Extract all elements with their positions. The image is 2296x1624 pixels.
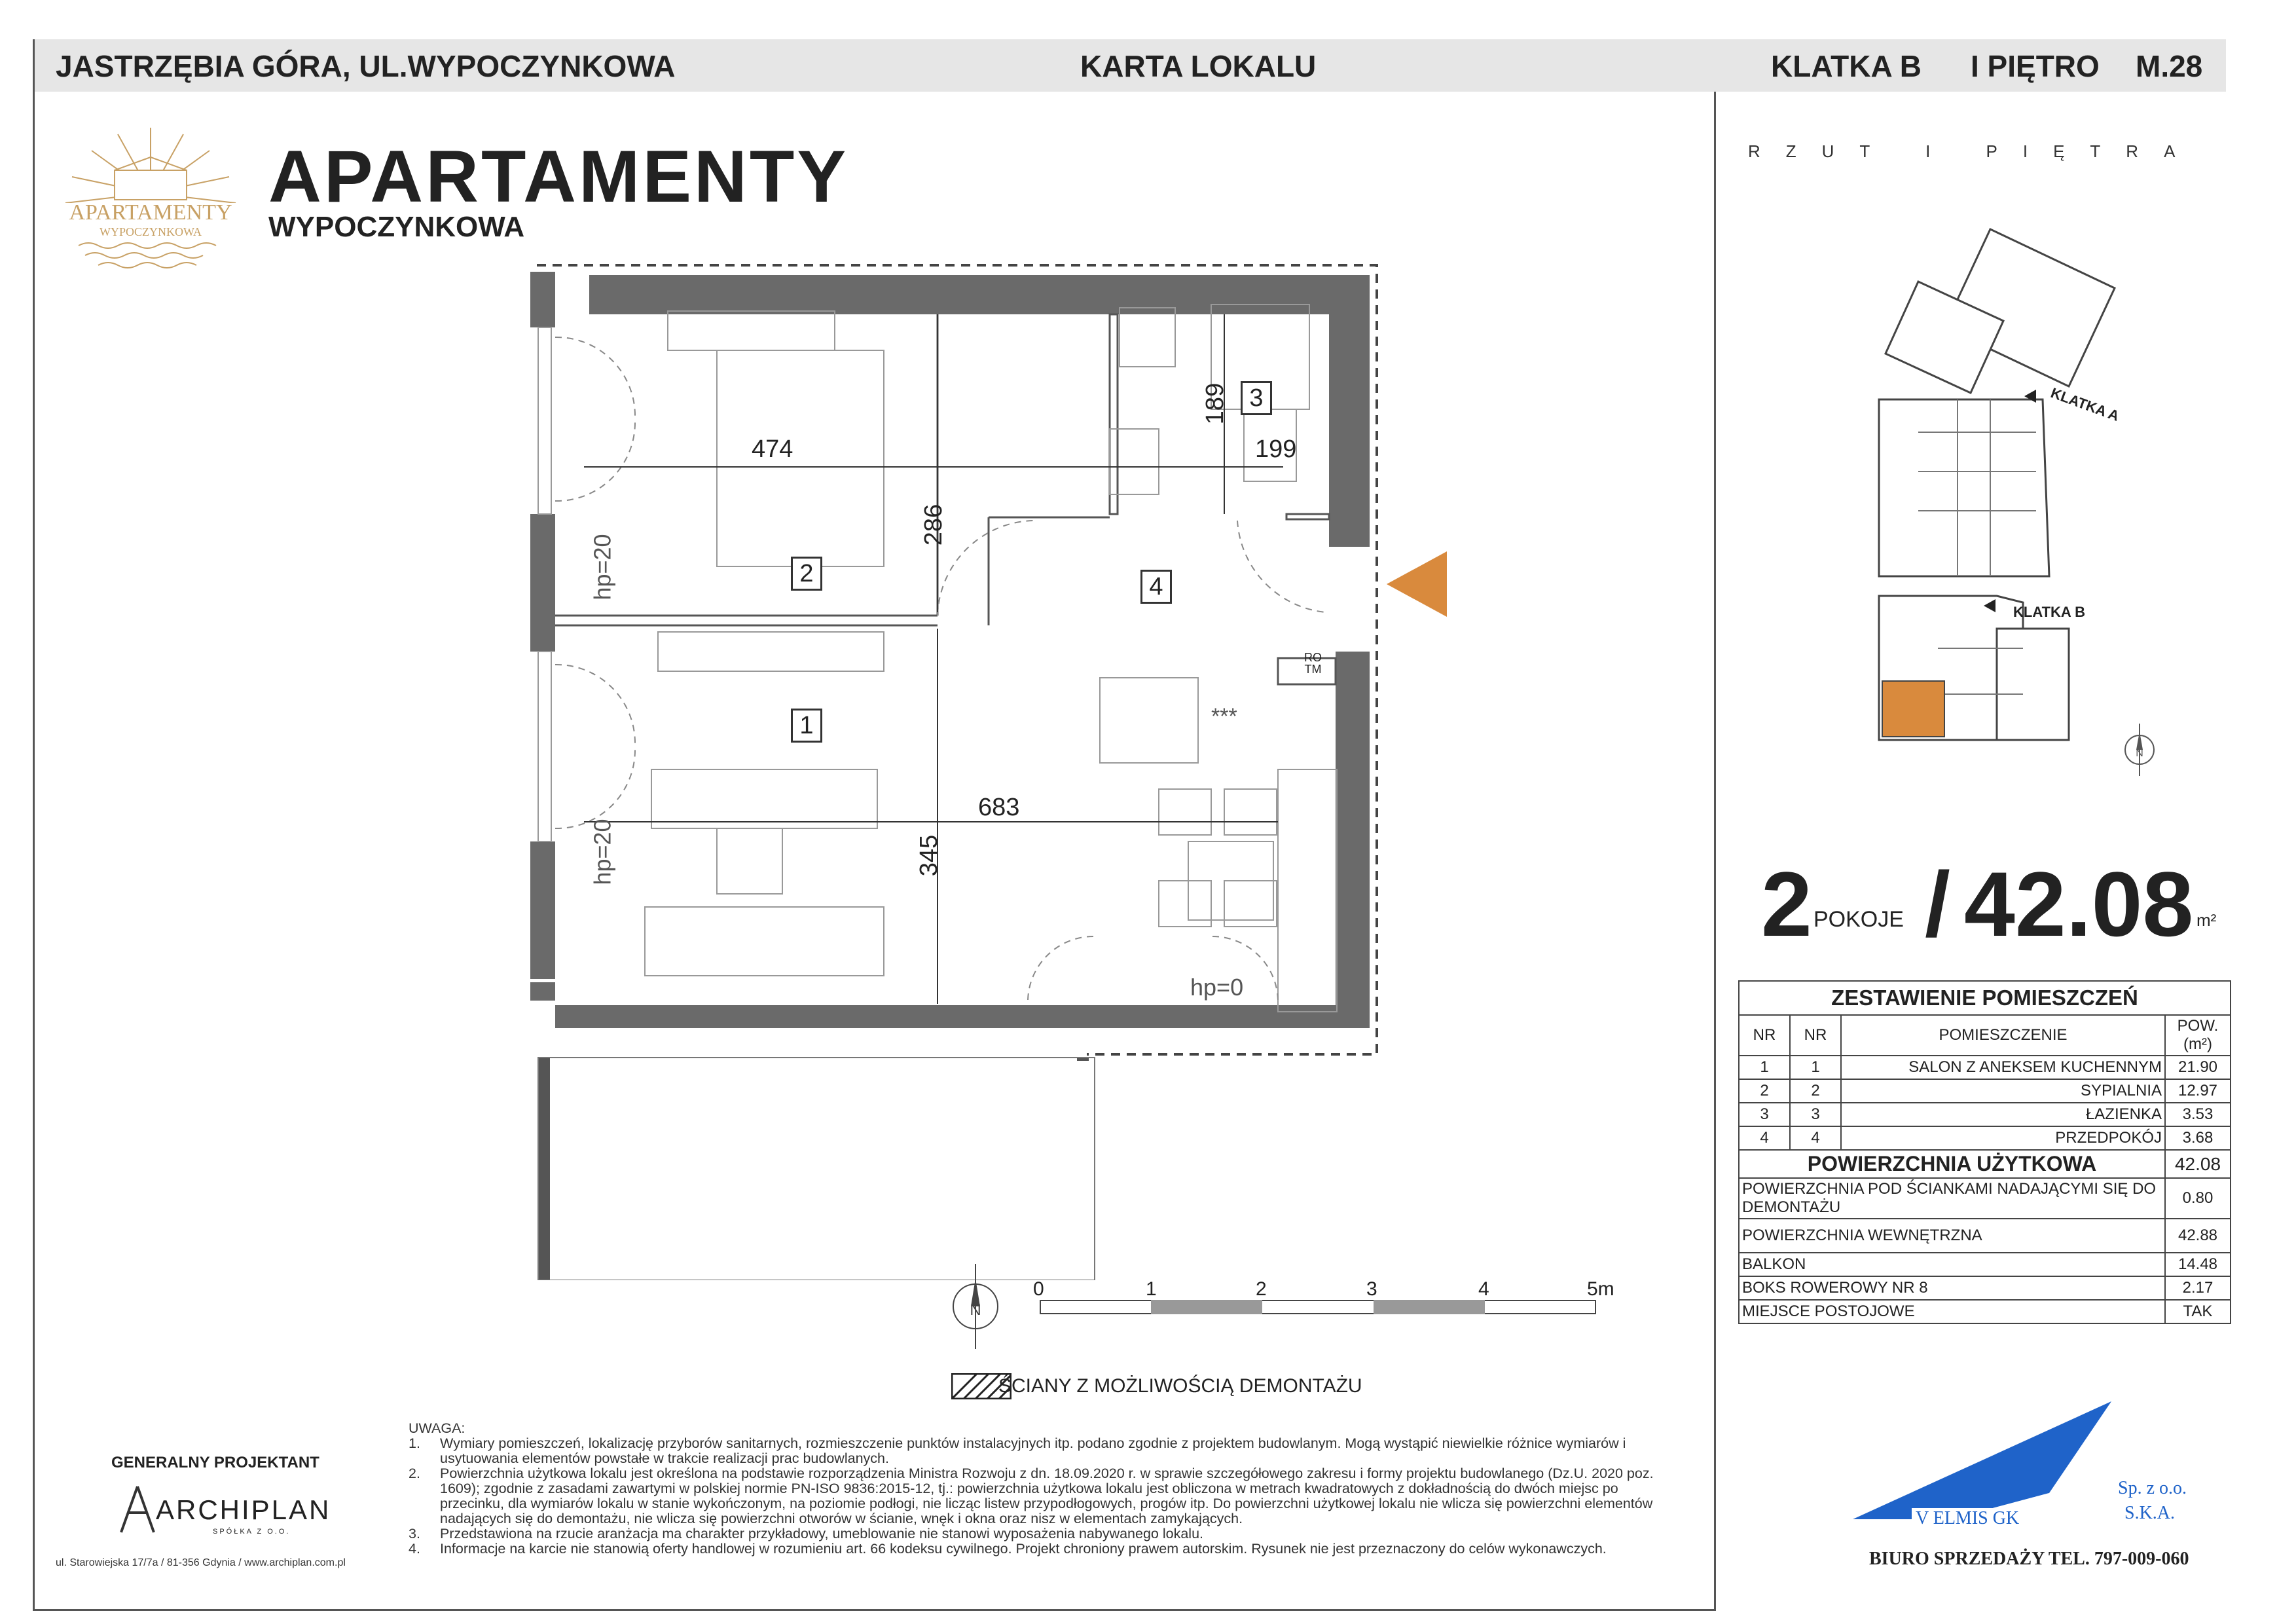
frame-left [33,39,35,1611]
note-text: Informacje na karcie nie stanowią oferty handlowej w rozumieniu art. 66 kodeksu cywilnego. Projekt chroniony prawem autorskim. Rysunek nie jest przeznaczony do celów wykonawczych. [440,1541,1607,1557]
key-plan-stair-b: KLATKA B [2013,604,2085,620]
dimension-living-width: 683 [978,794,1020,821]
dimension-lines [584,314,1283,1004]
table-cell: 2 [1790,1079,1841,1103]
balcony [538,1058,1089,1280]
table-header-area: POW. (m²) [2165,1015,2231,1056]
table-cell: POWIERZCHNIA WEWNĘTRZNA [1739,1219,2165,1253]
table-cell: BOKS ROWEROWY NR 8 [1739,1276,2165,1300]
legend-text: ŚCIANY Z MOŻLIWOŚCIĄ DEMONTAŻU [998,1375,1362,1397]
table-row [1739,1079,2231,1103]
table-row [1739,1276,2231,1300]
appliance-label: RO TM [1304,651,1322,676]
svg-text:N: N [970,1301,981,1319]
notes [409,1421,1672,1557]
archiplan-logo-icon [118,1483,157,1536]
table-row [1739,1219,2231,1253]
table-cell: 4 [1739,1126,1790,1150]
note-number: 1. [409,1435,420,1451]
table-cell: 0.80 [2165,1178,2231,1219]
table-title: ZESTAWIENIE POMIESZCZEŃ [1739,981,2231,1015]
table-cell: 42.88 [2165,1219,2231,1253]
rooms-count: 2 [1761,853,1812,955]
dimension-bath-width: 199 [1255,435,1297,463]
logo-wordmark: APARTAMENTY [69,200,232,225]
header-location: JASTRZĘBIA GÓRA, UL.WYPOCZYNKOWA [56,49,676,83]
floor-plan [530,259,1460,1280]
usable-area-label: POWIERZCHNIA UŻYTKOWA [1739,1150,2165,1178]
table-row [1739,1253,2231,1276]
table-cell: 14.48 [2165,1253,2231,1276]
furniture [645,304,1337,1012]
unit-highlight [1882,681,1944,737]
logo-subwordmark: WYPOCZYNKOWA [100,225,202,238]
table-header-nr2: NR [1790,1015,1841,1056]
scale-bar [1040,1300,1596,1314]
table-row [1739,1103,2231,1126]
developer-name: V ELMIS GK [1912,1508,2023,1529]
table-cell: 2.17 [2165,1276,2231,1300]
room-number-2: 2 [791,557,822,591]
table-cell: MIEJSCE POSTOJOWE [1739,1300,2165,1323]
table-cell: 3.68 [2165,1126,2231,1150]
table-cell: 3 [1790,1103,1841,1126]
header-floor: I PIĘTRO [1971,49,2100,83]
note-text: Powierzchnia użytkowa lokalu jest określona na podstawie rozporządzenia Ministra Rozwoju z dn. 18.09.2020 r. w sprawie szczegółowego zakresu i formy projektu budowlanego (Dz.U. 2020 poz. 1609); zgodnie z zasadami zawartymi w polskiej normie PN-ISO 9836:2015-12, tj.: powierzchnia użytkowa lokalu jest obliczona w metrach kwadratowych z dokładnością do dwóch miejsc po przecinku, dla wymiarów lokalu w stanie wykończonym, na poziomie podłogi, nie licząc listew przypodłogowych, progów itp. Do powierzchni użytkowej lokalu nie wlicza się powierzchni elementów nadających się do demontażu, nie wlicza się powierzchni otworów w ścianie, wnęk i okna oraz nisz w elementach zamykających. [440,1466,1654,1526]
table-header-room: POMIESZCZENIE [1841,1015,2165,1056]
designer-label: GENERALNY PROJEKTANT [111,1454,319,1471]
hob-marks: *** [1211,704,1237,729]
scale-tick-5: 5m [1587,1278,1614,1300]
developer-sp: Sp. z o.o. [2118,1478,2187,1498]
key-plan-north-icon [2113,724,2166,776]
rooms-table [1738,980,2231,1324]
table-row [1739,1126,2231,1150]
table-cell: 3.53 [2165,1103,2231,1126]
table-cell: SALON Z ANEKSEM KUCHENNYM [1841,1056,2165,1079]
sales-office: BIURO SPRZEDAŻY TEL. 797-009-060 [1869,1549,2189,1569]
table-cell: POWIERZCHNIA POD ŚCIANKAMI NADAJĄCYMI SIĘ DO DEMONTAŻU [1739,1178,2165,1219]
note-text: Przedstawiona na rzucie aranżacja ma charakter przykładowy, umeblowanie nie stanowi wyposażenia nabywanego lokalu. [440,1526,1204,1541]
designer-name: ARCHIPLAN [156,1494,331,1525]
table-header-nr: NR [1739,1015,1790,1056]
north-arrow-icon [933,1264,1018,1349]
table-cell: BALKON [1739,1253,2165,1276]
key-plan-stair-a: KLATKA A [2049,384,2122,424]
table-cell: 12.97 [2165,1079,2231,1103]
developer-ska: S.K.A. [2124,1503,2176,1523]
designer-address: ul. Starowiejska 17/7a / 81-356 Gdynia / www.archiplan.com.pl [56,1557,346,1568]
table-cell: 1 [1739,1056,1790,1079]
brand-title: APARTAMENTY [268,136,849,217]
entrance-arrow-icon [1387,551,1447,617]
designer-sub: SPÓŁKA Z O.O. [213,1528,291,1536]
brand-logo [52,121,249,275]
door-swings [555,337,1326,1002]
frame-bottom [33,1609,1715,1611]
table-row [1739,1056,2231,1079]
header-staircase: KLATKA B [1771,49,1922,83]
scale-tick-2: 2 [1256,1278,1267,1300]
svg-text:N: N [2136,748,2143,759]
table-cell: 21.90 [2165,1056,2231,1079]
area-slash: / [1925,853,1950,955]
table-cell: ŁAZIENKA [1841,1103,2165,1126]
height-note-bedroom: hp=20 [589,534,616,600]
scale-tick-1: 1 [1146,1278,1157,1300]
area-unit: m² [2196,910,2217,930]
note-number: 2. [409,1466,420,1481]
table-cell: SYPIALNIA [1841,1079,2165,1103]
area-value: 42.08 [1964,853,2194,955]
scale-tick-3: 3 [1366,1278,1377,1300]
notes-title: UWAGA: [409,1420,465,1436]
room-number-3: 3 [1241,381,1272,415]
key-plan [1853,223,2128,760]
room-number-1: 1 [791,709,822,743]
dimension-bedroom-width: 474 [752,435,793,463]
interior-walls [555,314,1336,684]
brand-subtitle: WYPOCZYNKOWA [268,211,525,243]
height-note-balcony-door: hp=0 [1190,974,1244,1001]
table-row [1739,1178,2231,1219]
table-cell: 3 [1739,1103,1790,1126]
note-number: 3. [409,1526,420,1541]
table-row [1739,1300,2231,1323]
rooms-label: POKOJE [1813,907,1904,932]
scale-tick-0: 0 [1033,1278,1044,1300]
room-number-4: 4 [1140,570,1172,604]
dimension-bedroom-depth: 286 [920,504,948,546]
table-cell: 4 [1790,1126,1841,1150]
table-cell: 1 [1790,1056,1841,1079]
table-cell: TAK [2165,1300,2231,1323]
header-unit: M.28 [2136,49,2203,83]
scale-tick-4: 4 [1478,1278,1489,1300]
dimension-bath-depth: 189 [1201,382,1230,425]
note-number: 4. [409,1541,420,1557]
frame-divider [1714,92,1716,1611]
dimension-living-depth: 345 [915,834,943,877]
note-text: Wymiary pomieszczeń, lokalizację przyborów sanitarnych, rozmieszczenie punktów instalacyjnych itp. podano zgodnie z projektem budowlanym. Mogą wystąpić niewielkie różnice wymiarów i usytuowania elementów powstałe w trakcie realizacji prac budowlanych. [440,1435,1626,1466]
key-plan-title: RZUT I PIĘTRA [1748,141,2201,161]
header-card-title: KARTA LOKALU [1080,49,1317,83]
table-cell: 2 [1739,1079,1790,1103]
usable-area-value: 42.08 [2165,1150,2231,1178]
height-note-living: hp=20 [589,819,616,885]
table-cell: PRZEDPOKÓJ [1841,1126,2165,1150]
